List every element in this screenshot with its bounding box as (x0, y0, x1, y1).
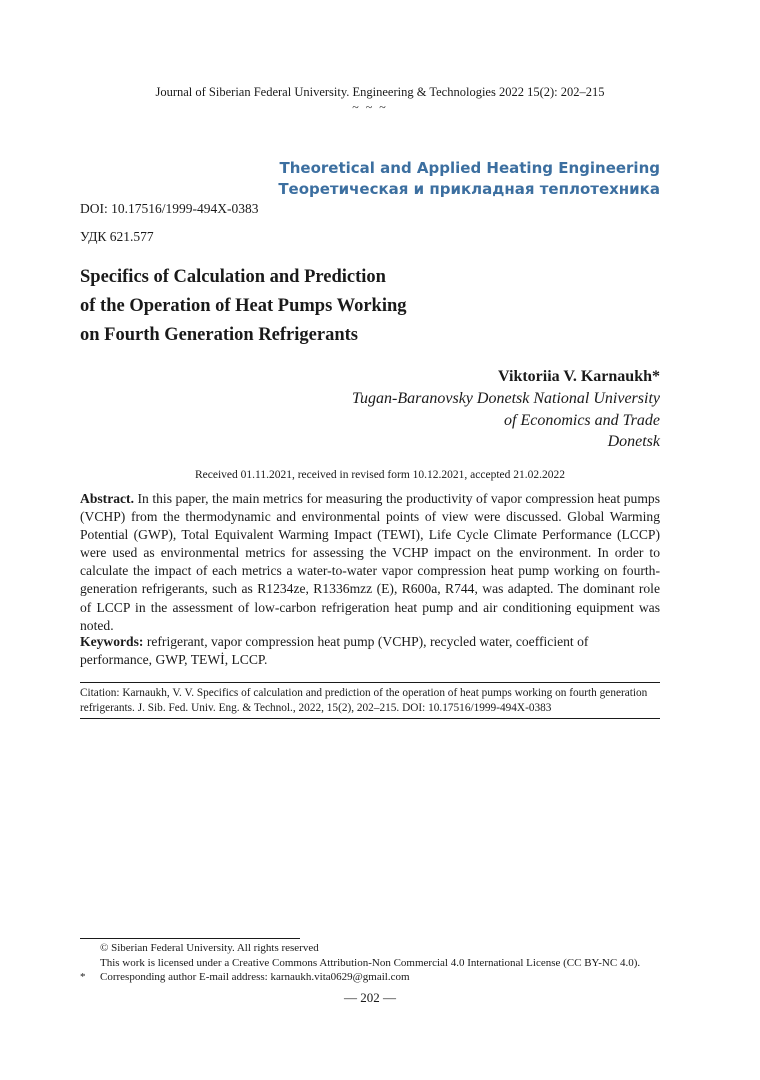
citation-bottom-rule (80, 718, 660, 719)
paper-title-line: on Fourth Generation Refrigerants (80, 325, 358, 345)
doi: DOI: 10.17516/1999-494X-0383 (80, 201, 259, 216)
keywords-text: refrigerant, vapor compression heat pump (VCHP), recycled water, coefficient of performance, GWP, TEWİ, LCCP. (80, 634, 589, 668)
abstract (80, 490, 660, 635)
header-separator: ~ ~ ~ (352, 100, 388, 114)
abstract-label: Abstract. (80, 491, 134, 506)
paper-title-line: Specifics of Calculation and Prediction (80, 267, 386, 287)
journal-header: Journal of Siberian Federal University. Engineering & Technologies 2022 15(2): 202–215 (155, 85, 605, 99)
footnote-star: * (80, 971, 86, 983)
author-block (352, 366, 660, 453)
abstract-text: In this paper, the main metrics for measuring the productivity of vapor compression heat pumps (VCHP) from the thermodynamic and environmental points of view were discussed. Global Warming Potential (GWP), Total Equivalent Warming Impact (TEWI), Life Cycle Climate Performance (LCCP) were used as environmental metrics for assessing the VCHP impact on the environment. In order to calculate the impact of each metrics a water-to-water vapor compression heat pump working on fourth-generation refrigerants, such as R1234ze, R1336mzz (E), R600a, R744, was adapted. The dominant role of LCCP in the assessment of low-carbon refrigeration heat pump and air conditioning equipment was noted. (80, 491, 660, 633)
paper-title-line: of the Operation of Heat Pumps Working (80, 296, 407, 316)
footnote-corresponding-author: Corresponding author E-mail address: karnaukh.vita0629@gmail.com (100, 971, 410, 983)
section-title-english: Theoretical and Applied Heating Engineering (279, 159, 660, 177)
section-title-russian: Теоретическая и прикладная теплотехника (278, 180, 660, 198)
footnote-copyright: © Siberian Federal University. All rights reserved (100, 942, 319, 954)
author-affiliation: of Economics and Trade (504, 411, 660, 429)
udk-code: УДК 621.577 (80, 229, 154, 244)
page-number: — 202 — (344, 990, 396, 1005)
footnote-license: This work is licensed under a Creative Commons Attribution-Non Commercial 4.0 International License (CC BY-NC 4.0). (100, 957, 641, 969)
footnote-rule (80, 938, 300, 939)
citation-top-rule (80, 682, 660, 683)
author-city: Donetsk (607, 433, 660, 450)
keywords (80, 633, 660, 669)
keywords-label: Keywords: (80, 634, 144, 649)
received-dates: Received 01.11.2021, received in revised form 10.12.2021, accepted 21.02.2022 (194, 469, 566, 481)
author-name: Viktoriia V. Karnaukh* (498, 368, 660, 385)
paper-title (80, 263, 500, 350)
author-affiliation: Tugan-Baranovsky Donetsk National University (352, 390, 660, 407)
citation: Citation: Karnaukh, V. V. Specifics of calculation and prediction of the operation of heat pumps working on fourth generation refrigerants. J. Sib. Fed. Univ. Eng. & Technol., 2022, 15(2), 202–215. DOI: 10.17516/1999-494X-0383 (80, 687, 648, 714)
